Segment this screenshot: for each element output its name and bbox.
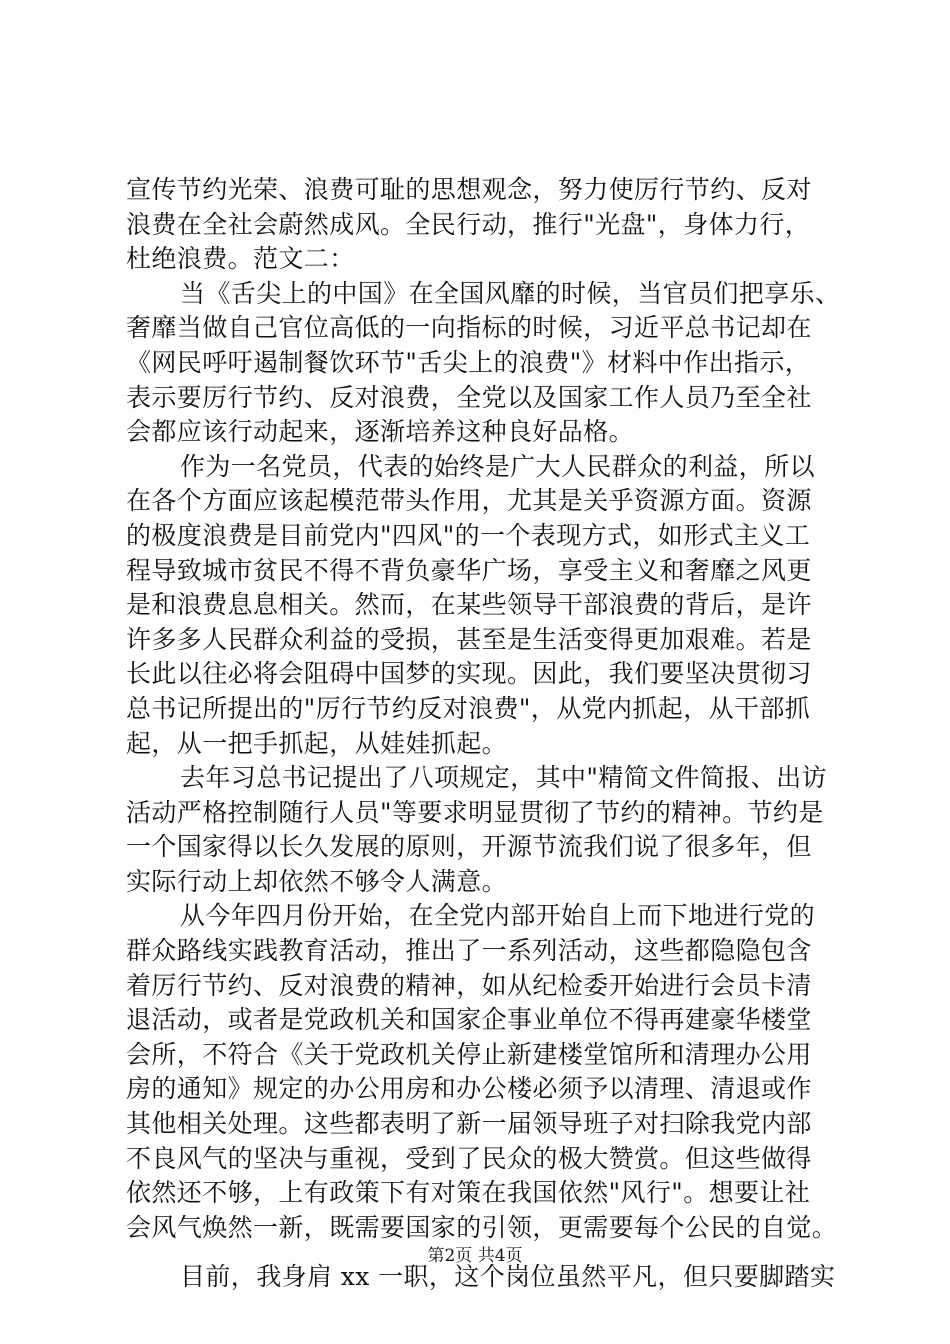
text-line: 实际行动上却依然不够令人满意。 (126, 866, 508, 896)
text-line: 起，从一把手抓起，从娃娃抓起。 (126, 728, 508, 758)
page-footer: 第2页 共4页 (427, 1246, 523, 1266)
text-line: 会所，不符合《关于党政机关停止新建楼堂馆所和清理办公用 (126, 1039, 812, 1069)
text-line: 是和浪费息息相关。然而，在某些领导干部浪费的背后，是许 (126, 590, 812, 620)
text-line: 程导致城市贫民不得不背负豪华广场，享受主义和奢靡之风更 (126, 555, 812, 585)
text-line: 会风气焕然一新，既需要国家的引领，更需要每个公民的自觉。 (126, 1212, 838, 1242)
text-line: 退活动，或者是党政机关和国家企事业单位不得再建豪华楼堂 (126, 1005, 812, 1035)
text-line-continued: 目前，我身肩 xx 一职，这个岗位虽然平凡，但只要脚踏实 (180, 1262, 836, 1292)
text-line: 宣传节约光荣、浪费可耻的思想观念，努力使厉行节约、反对 (126, 175, 812, 204)
text-line: 的极度浪费是目前党内"四风"的一个表现方式，如形式主义工 (126, 520, 811, 550)
text-line: 作为一名党员，代表的始终是广大人民群众的利益，所以 (180, 451, 816, 481)
text-line: 总书记所提出的"厉行节约反对浪费"，从党内抓起，从干部抓 (126, 693, 811, 723)
document-body (126, 173, 841, 1295)
text-line: 许多多人民群众利益的受损，甚至是生活变得更加艰难。若是 (126, 624, 812, 654)
text-line: 群众路线实践教育活动，推出了一系列活动，这些都隐隐包含 (126, 936, 812, 966)
text-line: 其他相关处理。这些都表明了新一届领导班子对扫除我党内部 (126, 1109, 812, 1139)
text-line: 着厉行节约、反对浪费的精神，如从纪检委开始进行会员卡清 (126, 970, 812, 1000)
text-line: 浪费在全社会蔚然成风。全民行动，推行"光盘"，身体力行， (126, 209, 811, 239)
text-line: 杜绝浪费。范文二： (126, 244, 355, 274)
text-line: 去年习总书记提出了八项规定，其中"精简文件简报、出访 (180, 763, 827, 793)
text-line: 在各个方面应该起模范带头作用，尤其是关乎资源方面。资源 (126, 486, 812, 516)
text-line: 房的通知》规定的办公用房和办公楼必须予以清理、清退或作 (126, 1074, 812, 1104)
text-line: 依然还不够，上有政策下有对策在我国依然"风行"。想要让社 (126, 1178, 811, 1208)
text-line: 奢靡当做自己官位高低的一向指标的时候，习近平总书记却在 (126, 313, 812, 343)
text-line: 从今年四月份开始，在全党内部开始自上而下地进行党的 (180, 901, 816, 931)
text-line: 表示要厉行节约、反对浪费，全党以及国家工作人员乃至全社 (126, 382, 812, 412)
text-line: 活动严格控制随行人员"等要求明显贯彻了节约的精神。节约是 (126, 797, 824, 827)
text-line: 《网民呼吁遏制餐饮环节"舌尖上的浪费"》材料中作出指示， (126, 347, 811, 377)
text-line: 会都应该行动起来，逐渐培养这种良好品格。 (126, 417, 635, 447)
text-line: 一个国家得以长久发展的原则，开源节流我们说了很多年，但 (126, 832, 812, 862)
text-line: 不良风气的坚决与重视，受到了民众的极大赞赏。但这些做得 (126, 1143, 812, 1173)
text-line: 长此以往必将会阻碍中国梦的实现。因此，我们要坚决贯彻习 (126, 659, 812, 689)
text-line: 当《舌尖上的中国》在全国风靡的时候，当官员们把享乐、 (180, 278, 841, 308)
